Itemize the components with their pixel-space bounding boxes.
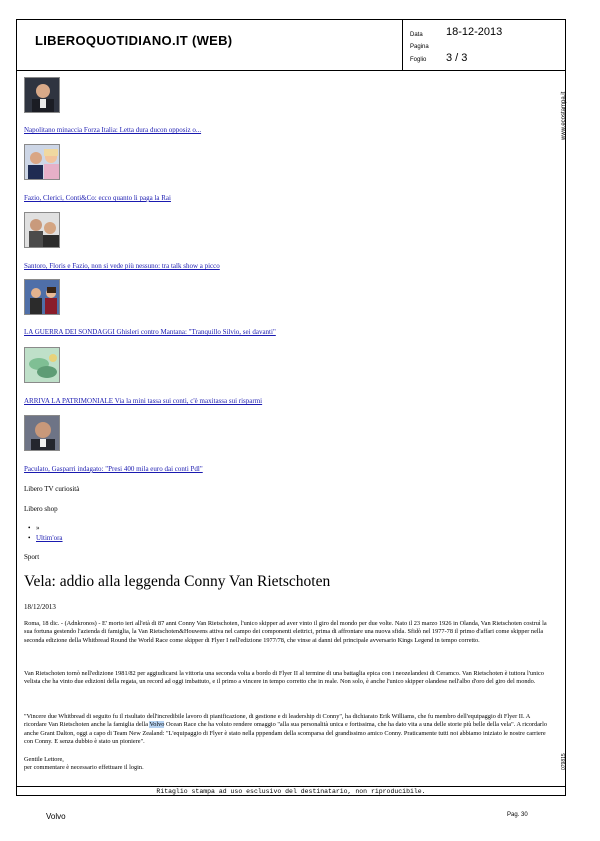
news-link-fazio[interactable]: Fazio, Clerici, Conti&Co: ecco quanto li paga la Rai — [24, 194, 171, 202]
news-link-napolitano[interactable]: Napolitano minaccia Forza Italia: Letta dura ducon opposiz o... — [24, 126, 202, 134]
data-label: Data — [410, 32, 423, 38]
photo-santoro-icon[interactable] — [24, 212, 60, 248]
article-paragraph-4 — [24, 756, 550, 773]
publication-name: LIBEROQUOTIDIANO.IT (WEB) — [35, 33, 233, 48]
article-date: 18/12/2013 — [24, 603, 56, 611]
login-notice: per commentare è necessario effettuare il login. — [24, 764, 144, 772]
article-paragraph-2: Van Rietschoten tornò nell'edizione 1981/82 per aggiudicarsi la vittoria una seconda volta a bordo di Flyer II al termine di una battaglia epica con i neozelandesi di Ceramco. Van Rietschoten è tuttora l'unico velista che ha vinto due edizioni della regata, un record ad oggi imbattuto, e il primo a vincere in tempo corretto che in reale. Non solo, è anche l'unico skipper olandese nell'albo d'oro del giro del mondo. — [24, 670, 544, 686]
pagina-label: Pagina — [410, 44, 429, 50]
news-link-fiorito[interactable]: Paculato, Gasparri indagato: "Presi 400 mila euro dai conti Pdl" — [24, 465, 203, 473]
header-publication-box — [16, 19, 403, 71]
article-title: Vela: addio alla leggenda Conny Van Rietschoten — [24, 573, 331, 590]
header-meta-box — [403, 19, 566, 71]
bullet-list — [36, 524, 63, 544]
highlight-volvo: Volvo — [149, 721, 165, 729]
photo-sondaggi-icon[interactable] — [24, 279, 60, 315]
libero-shop-link[interactable]: Libero shop — [24, 505, 58, 513]
data-value: 18-12-2013 — [446, 26, 503, 38]
side-code: 079815 — [561, 753, 567, 770]
news-link-sondaggi[interactable]: LA GUERRA DEI SONDAGGI Ghisleri contro Mantana: "Tranquillo Silvio, sei davanti" — [24, 328, 276, 336]
bullet-arrow-link[interactable]: » — [36, 524, 40, 532]
section-label: Sport — [24, 553, 40, 561]
article-paragraph-3: "Vincere due Whitbread di seguito fu il risultato dell'incredibile lavoro di pianificazione, di gestione e di leadership di Conny", ha dichiarato Erik Williams, che fu membro dell'equipaggio di Flyer II. A ricordare Van Rietschoten anche la famiglia della Volvo Ocean Race che ha voluto rendere omaggio "alla sua personalità unica e fortissima, che ha dato vita a una delle storie più belle della vela". A ricordarlo anche Grant Dalton, oggi a capo di Team New Zealand: "L'equipaggio di Flyer è stato nella pppendam della scomparsa del grandissimo amico Conny. Praticamente tutti noi abbiamo iniziato le nostre carriere con Conny. E senza dubbio è stato un pioniere". — [24, 713, 548, 746]
photo-fiorito-icon[interactable] — [24, 415, 60, 451]
footer-keyword: Volvo — [46, 812, 66, 821]
list-item — [36, 524, 63, 534]
libero-tv-link[interactable]: Libero TV curiosità — [24, 485, 80, 493]
list-item — [36, 534, 63, 544]
footer-notice: Ritaglio stampa ad uso esclusivo del destinatario, non riproducibile. — [16, 787, 566, 796]
footer-page: Pag. 30 — [507, 812, 528, 818]
news-link-santoro[interactable]: Santoro, Floris e Fazio, non si vede più nessuno: tra talk show a picco — [24, 262, 220, 270]
article-paragraph-1: Roma, 18 dic. - (Adnkronos) - E' morto ieri all'età di 87 anni Conny Van Rietschoten, l'unico skipper ad aver vinto il giro del mondo per due volte. Nato il 23 marzo 1926 in Olanda, Van Rietschoten costruì la sua fortuna gestendo l'azienda di famiglia, la Van Rietschoten&Houwens attiva nel campo dei componenti elettrici, prima di affrontare una nuova sfida. Sfidò nel 1977-78 il primo d'affari come skipper nella seconda edizione della Whitbread Round the World Race come skipper di Flyer I nell'edizione 1977/78, che vinse ai danni del principale avversario Kings Legend in tempo corretto. — [24, 620, 547, 644]
photo-napolitano-icon[interactable] — [24, 77, 60, 113]
ultimora-link[interactable]: Ultim'ora — [36, 534, 63, 542]
foglio-label: Foglio — [410, 57, 427, 63]
photo-patrimoniale-icon[interactable] — [24, 347, 60, 383]
foglio-value: 3 / 3 — [446, 52, 468, 64]
news-link-patrimoniale[interactable]: ARRIVA LA PATRIMONIALE Via la mini tassa sui conti, c'è maxitassa sui risparmi — [24, 397, 263, 405]
photo-fazio-icon[interactable] — [24, 144, 60, 180]
side-url: www.ecostampa.it — [561, 91, 567, 140]
reader-greeting: Gentile Lettore, — [24, 756, 64, 763]
